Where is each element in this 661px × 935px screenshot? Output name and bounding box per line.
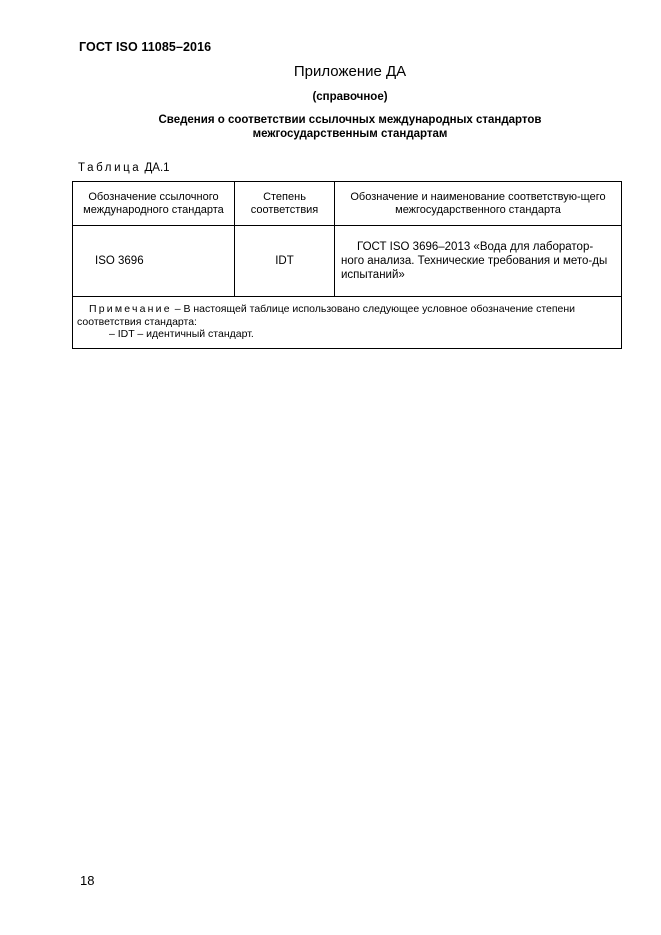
table-note-row [73, 297, 622, 349]
table-header-row [73, 182, 622, 226]
appendix-heading-line-2: межгосударственным стандартам [252, 128, 448, 140]
page-number: 18 [80, 873, 95, 888]
note-text: – В настоящей таблице использовано следующее условное обозначение степени соответствия стандарта: [77, 303, 576, 328]
column-header-international: Обозначение ссылочного международного стандарта [73, 182, 235, 226]
cell-international-standard: ISO 3696 [73, 226, 235, 297]
note-item: – IDT – идентичный стандарт. [109, 328, 254, 340]
correspondence-table [72, 181, 622, 349]
cell-degree: IDT [235, 226, 335, 297]
document-code: ГОСТ ISO 11085–2016 [79, 40, 212, 54]
table-caption-number: ДА.1 [144, 162, 170, 174]
table-caption [78, 162, 170, 174]
cell-national-standard: ГОСТ ISO 3696–2013 «Вода для лаборатор-ного анализа. Технические требования и мето-ды испытаний» [335, 226, 622, 297]
column-header-degree: Степень соответствия [235, 182, 335, 226]
appendix-type: (справочное) [312, 91, 388, 103]
appendix-title: Приложение ДА [293, 63, 407, 80]
table-row [73, 226, 622, 297]
table-note [73, 297, 622, 349]
table-caption-word: Таблица [78, 162, 142, 174]
appendix-heading [80, 113, 620, 141]
column-header-national: Обозначение и наименование соответствую-щего межгосударственного стандарта [335, 182, 622, 226]
appendix-heading-line-1: Сведения о соответствии ссылочных международных стандартов [158, 114, 542, 126]
note-label: Примечание [89, 303, 172, 315]
